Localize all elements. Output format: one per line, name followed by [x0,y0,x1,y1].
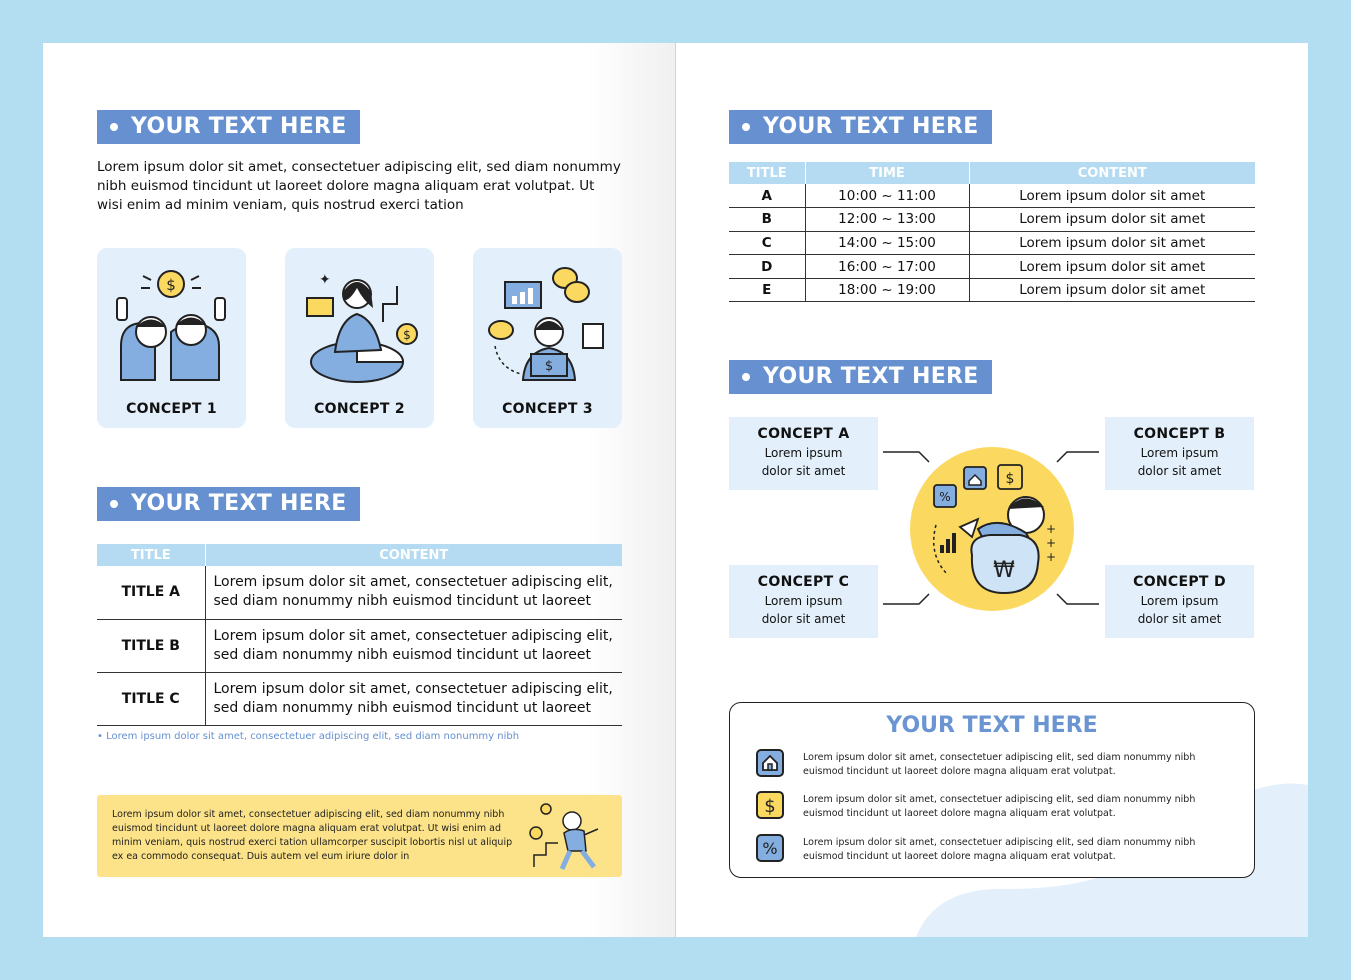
concept-card-2 [285,248,434,428]
schedule-title: D [729,255,805,279]
row-title: TITLE A [97,566,205,619]
info-row-text: Lorem ipsum dolor sit amet, consectetuer adipiscing elit, sed diam nonummy nibh euismod tincidunt ut laoreet dolore magna aliquam erat volutpat. [803,837,1196,862]
svg-text:%: % [939,490,951,504]
schedule-title: B [729,208,805,232]
table-row [729,231,1255,255]
section-title-banner: YOUR TEXT HERE [97,110,360,144]
table-header-content: CONTENT [205,544,622,566]
concept-d-box [1105,565,1254,638]
schedule-header-content: CONTENT [969,162,1255,184]
info-row-text: Lorem ipsum dolor sit amet, consectetuer adipiscing elit, sed diam nonummy nibh euismod tincidunt ut laoreet dolore magna aliquam erat volutpat. [803,752,1196,777]
right-page [676,43,1308,937]
dollar-icon [756,791,784,819]
schedule-time: 10:00 ~ 11:00 [805,184,969,208]
schedule-time: 12:00 ~ 13:00 [805,208,969,232]
concept-3-label: CONCEPT 3 [502,401,593,417]
concept-d-text: Lorem ipsum dolor sit amet [1137,594,1222,626]
concept-card-3 [473,248,622,428]
concept-a-text: Lorem ipsum dolor sit amet [761,446,846,478]
concept-2-label: CONCEPT 2 [314,401,405,417]
svg-text:%: % [762,839,778,858]
schedule-content: Lorem ipsum dolor sit amet [969,278,1255,302]
table-row [97,619,622,672]
celebrating-people-illustration [111,262,232,392]
row-content: Lorem ipsum dolor sit amet, consectetuer adipiscing elit, sed diam nonummy nibh euismod tincidunt ut laoreet [205,619,622,672]
concept-c-box [729,565,878,638]
house-icon [756,749,784,777]
schedule-title: E [729,278,805,302]
running-person-illustration [526,799,608,873]
svg-text:$: $ [403,328,411,342]
svg-text:$: $ [166,276,176,294]
schedule-time: 18:00 ~ 19:00 [805,278,969,302]
row-content: Lorem ipsum dolor sit amet, consectetuer adipiscing elit, sed diam nonummy nibh euismod tincidunt ut laoreet [205,672,622,725]
table-row [729,255,1255,279]
schedule-header-time: TIME [805,162,969,184]
schedule-content: Lorem ipsum dolor sit amet [969,184,1255,208]
info-row [756,834,1236,864]
concept-a-title: CONCEPT A [757,426,850,442]
info-row-text: Lorem ipsum dolor sit amet, consectetuer adipiscing elit, sed diam nonummy nibh euismod tincidunt ut laoreet dolore magna aliquam erat volutpat. [803,794,1196,819]
percent-icon [756,834,784,862]
table-header-title: TITLE [97,544,205,566]
info-box [729,702,1255,878]
person-with-laptop-illustration [487,262,608,392]
left-page [43,43,675,937]
table-row [97,672,622,725]
schedule-title: A [729,184,805,208]
svg-text:✦: ✦ [319,272,331,288]
row-content: Lorem ipsum dolor sit amet, consectetuer adipiscing elit, sed diam nonummy nibh euismod tincidunt ut laoreet [205,566,622,619]
concept-card-1 [97,248,246,428]
schedule-title: C [729,231,805,255]
row-title: TITLE B [97,619,205,672]
schedule-content: Lorem ipsum dolor sit amet [969,231,1255,255]
row-title: TITLE C [97,672,205,725]
schedule-time: 16:00 ~ 17:00 [805,255,969,279]
concept-a-box [729,417,878,490]
schedule-content: Lorem ipsum dolor sit amet [969,255,1255,279]
schedule-table [729,162,1255,302]
table-row [729,278,1255,302]
info-box-title: YOUR TEXT HERE [886,713,1098,738]
section-title-banner-2: YOUR TEXT HERE [97,487,360,521]
content-table [97,544,622,726]
schedule-time: 14:00 ~ 15:00 [805,231,969,255]
svg-text:₩: ₩ [993,558,1015,583]
svg-text:$: $ [1005,471,1015,487]
info-row [756,749,1236,779]
concept-b-text: Lorem ipsum dolor sit amet [1137,446,1222,478]
section-title-banner: YOUR TEXT HERE [729,110,992,144]
concept-1-label: CONCEPT 1 [126,401,217,417]
info-row [756,791,1236,821]
svg-text:$: $ [544,359,554,374]
table-row [729,208,1255,232]
section-title-banner-2: YOUR TEXT HERE [729,360,992,394]
person-on-pie-chart-illustration [299,262,420,392]
yellow-note-box [97,795,622,877]
concept-b-box [1105,417,1254,490]
concept-c-title: CONCEPT C [757,574,850,590]
money-bag-illustration [908,445,1076,613]
concept-b-title: CONCEPT B [1133,426,1226,442]
concept-d-title: CONCEPT D [1133,574,1226,590]
table-footnote: • Lorem ipsum dolor sit amet, consectetuer adipiscing elit, sed diam nonummy nibh [97,731,520,742]
svg-text:$: $ [764,796,776,817]
table-row [729,184,1255,208]
concept-c-text: Lorem ipsum dolor sit amet [761,594,846,626]
svg-text:+: + [1046,536,1057,550]
intro-paragraph: Lorem ipsum dolor sit amet, consectetuer adipiscing elit, sed diam nonummy nibh euismod tincidunt ut laoreet dolore magna aliquam erat volutpat. Ut wisi enim ad minim veniam, quis nostrud exerci tation [97,159,621,213]
svg-text:+: + [1046,550,1057,564]
svg-text:+: + [1046,522,1057,536]
schedule-content: Lorem ipsum dolor sit amet [969,208,1255,232]
table-row [97,566,622,619]
yellow-note-text: Lorem ipsum dolor sit amet, consectetuer adipiscing elit, sed diam nonummy nibh euismod tincidunt ut laoreet dolore magna aliquam erat volutpat. Ut wisi enim ad minim veniam, quis nostrud exerci tation ullamcorper suscipit lobortis nisl ut aliquip ex ea commodo consequat. Duis autem vel eum iriure dolor in [112,809,513,862]
schedule-header-title: TITLE [729,162,805,184]
